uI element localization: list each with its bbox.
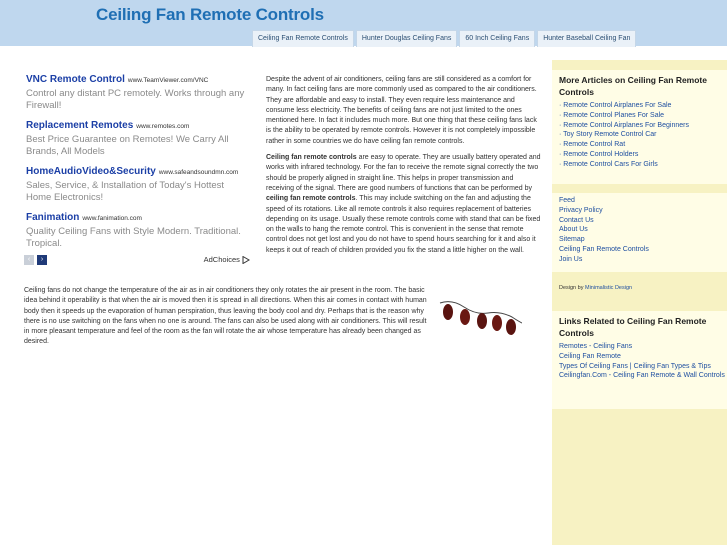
ad-description: Best Price Guarantee on Remotes! We Carry All Brands, All Models bbox=[26, 134, 229, 157]
ad-description: Sales, Service, & Installation of Today's Hottest Home Electronics! bbox=[26, 180, 225, 203]
related-link[interactable]: Types Of Ceiling Fans | Ceiling Fan Types & Tips bbox=[559, 362, 711, 370]
more-articles-box bbox=[552, 70, 727, 184]
related-links-box bbox=[552, 311, 727, 409]
ad-title[interactable]: Fanimation www.fanimation.com bbox=[26, 212, 142, 223]
site-title[interactable]: Ceiling Fan Remote Controls bbox=[96, 5, 324, 24]
ad-description: Quality Ceiling Fans with Style Modern. Traditional. Tropical. bbox=[26, 226, 241, 249]
nav-link-sitemap[interactable]: Sitemap bbox=[559, 236, 585, 244]
site-nav-box bbox=[552, 193, 727, 272]
article-body bbox=[266, 75, 542, 262]
next-arrow-icon[interactable]: › bbox=[37, 255, 47, 265]
ad-block bbox=[26, 74, 252, 258]
ad-title[interactable]: Replacement Remotes www.remotes.com bbox=[26, 120, 190, 131]
nav-link-feed[interactable]: Feed bbox=[559, 197, 575, 204]
ad-item[interactable] bbox=[26, 120, 252, 158]
ad-item[interactable] bbox=[26, 166, 252, 204]
nav-link-home[interactable]: Ceiling Fan Remote Controls bbox=[559, 245, 649, 253]
nav-link-privacy[interactable]: Privacy Policy bbox=[559, 206, 603, 214]
ad-title[interactable]: HomeAudioVideo&Security www.safeandsoundmn.com bbox=[26, 166, 239, 177]
more-articles-title: More Articles on Ceiling Fan Remote Controls bbox=[559, 75, 707, 97]
nav-link-contact[interactable]: Contact Us bbox=[559, 216, 594, 224]
nav-link-about[interactable]: About Us bbox=[559, 226, 588, 234]
more-article-link[interactable]: · Remote Control Holders bbox=[559, 150, 639, 158]
adchoices-icon bbox=[242, 256, 250, 264]
article-paragraph: Ceiling fan remote controls are easy to operate. They are usually battery operated and works with infrared technology. For the fan to receive the remote signal correctly the two should be properly aligned in straight line. This helps in proper transmission and receiving of the signal. There are good numbers of functions that can be performed by ceiling fan remote controls. This may include switching on the fan and adjusting the speed of its rotations. Like all remote controls it also requires replacement of batteries depending on its usage. Usually these remote controls come with stand that can be fixed on the walls to hang the remote control. This is convenient in the sense that remote control does not get lost and you do not have to spend hours searching for it and also it keeps it out of reach of children provided you fix the stand a little higher on the wall. bbox=[266, 154, 541, 254]
tab-hunter-baseball-ceiling-fan[interactable]: Hunter Baseball Ceiling Fan bbox=[537, 30, 636, 47]
related-link[interactable]: Remotes - Ceiling Fans bbox=[559, 343, 633, 350]
ad-controls bbox=[24, 255, 250, 267]
ad-item[interactable] bbox=[26, 212, 252, 250]
article-paragraph: Despite the advent of air conditioners, ceiling fans are still considered as a comfort for many. In fact ceiling fans are more commonly used as compared to the air conditioners. They are affordable and easy to install. They even require less maintenance and consume less electricity. The benefits of ceiling fans are not just limited to the ones mentioned here. In fact it includes much more. But one thing that these ceiling fans lack is the ability to be operated by remote controls. However it is not completely impossible rather in some countries we do have ceiling fan remote controls. bbox=[266, 76, 537, 145]
ad-url[interactable]: www.remotes.com bbox=[136, 123, 190, 130]
more-article-link[interactable]: · Remote Control Rat bbox=[559, 141, 626, 149]
ad-url[interactable]: www.safeandsoundmn.com bbox=[158, 169, 239, 176]
nav-link-join[interactable]: Join Us bbox=[559, 255, 583, 263]
more-article-link[interactable]: · Remote Control Planes For Sale bbox=[559, 111, 665, 119]
article-lower bbox=[24, 286, 428, 348]
prev-arrow-icon[interactable]: ‹ bbox=[24, 255, 34, 265]
ad-url[interactable]: www.fanimation.com bbox=[82, 215, 142, 222]
string-lights-image bbox=[438, 297, 522, 337]
tab-hunter-douglas-ceiling-fans[interactable]: Hunter Douglas Ceiling Fans bbox=[356, 30, 458, 47]
ad-description: Control any distant PC remotely. Works through any Firewall! bbox=[26, 88, 245, 111]
site-header bbox=[0, 0, 727, 46]
related-link[interactable]: Ceiling Fan Remote bbox=[559, 352, 621, 360]
ad-item[interactable] bbox=[26, 74, 252, 112]
ad-url[interactable]: www.TeamViewer.com/VNC bbox=[127, 77, 209, 84]
more-article-link[interactable]: · Toy Story Remote Control Car bbox=[559, 131, 657, 139]
design-credit: Design by Minimalistic Design bbox=[559, 285, 633, 291]
adchoices-link[interactable]: AdChoices bbox=[204, 255, 250, 264]
more-article-link[interactable]: · Remote Control Airplanes For Sale bbox=[559, 102, 672, 109]
tab-60-inch-ceiling-fans[interactable]: 60 Inch Ceiling Fans bbox=[459, 30, 535, 47]
related-link[interactable]: Ceilingfan.Com - Ceiling Fan Remote & Wall Controls bbox=[559, 372, 725, 380]
ad-title[interactable]: VNC Remote Control www.TeamViewer.com/VNC bbox=[26, 74, 209, 85]
nav-tabs bbox=[252, 30, 636, 46]
related-links-title: Links Related to Ceiling Fan Remote Controls bbox=[559, 316, 707, 338]
design-credit-link[interactable]: Minimalistic Design bbox=[585, 285, 633, 291]
tab-ceiling-fan-remote-controls[interactable]: Ceiling Fan Remote Controls bbox=[252, 30, 354, 47]
more-article-link[interactable]: · Remote Control Cars For Girls bbox=[559, 160, 658, 168]
more-article-link[interactable]: · Remote Control Airplanes For Beginners bbox=[559, 121, 689, 129]
article-paragraph: Ceiling fans do not change the temperature of the air as in air conditioners they only rotates the air present in the room. The basic idea behind it operability is that when the air is moved then it is spread in all directions. When this air comes in contact with human body then it speeds up the evaporation of human perspiration, thus leaving the body cool and dry. Perhaps that is the reason why there is no use switching on the fans when no one is around. The fans can also be used along with air conditioners. This will result in more pleasant temperature and feel of the room as the fan will rotate the air whose temperature has already been changed as desired. bbox=[24, 287, 427, 346]
